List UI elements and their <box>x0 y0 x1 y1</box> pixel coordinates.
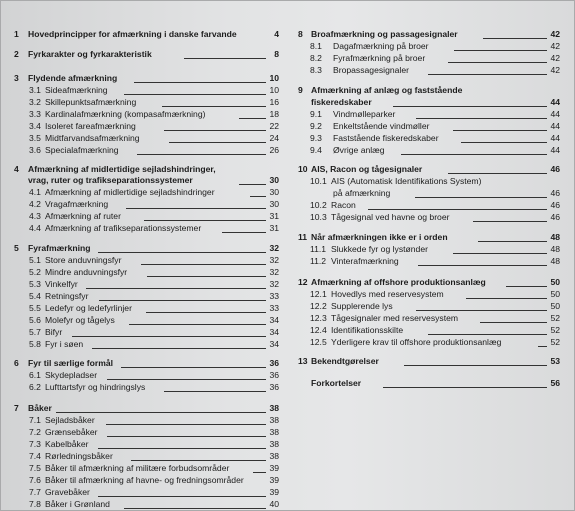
toc-subsection-entry <box>14 84 279 96</box>
toc-entry-number: 10.1 <box>310 176 327 186</box>
toc-subsection-entry <box>14 498 279 510</box>
toc-page-number: 31 <box>269 223 279 233</box>
toc-page-number: 38 <box>269 415 279 425</box>
toc-subsection-entry <box>14 96 279 108</box>
toc-section-heading <box>298 355 560 367</box>
toc-leader-line <box>164 391 266 392</box>
toc-entry-title: Yderligere krav til offshore produktionsanlæg <box>331 337 502 347</box>
toc-page-number: 10 <box>269 85 279 95</box>
toc-page-number: 4 <box>274 29 279 39</box>
toc-entry-number: 12.4 <box>310 325 327 335</box>
toc-entry-title: Kardinalafmærkning (kompasafmærkning) <box>45 109 206 119</box>
toc-subsection-entry <box>14 314 279 326</box>
toc-page-number: 36 <box>269 358 279 368</box>
toc-entry-title: Vinkelfyr <box>45 279 78 289</box>
toc-leader-line <box>454 50 547 51</box>
toc-leader-line <box>107 379 266 380</box>
toc-entry-title: Ledefyr og ledefyrlinjer <box>45 303 132 313</box>
toc-leader-line <box>106 424 266 425</box>
toc-leader-line <box>98 496 266 497</box>
toc-subsection-entry <box>14 474 279 486</box>
toc-leader-line <box>56 412 266 413</box>
toc-section-heading <box>298 28 560 40</box>
toc-entry-number: 13 <box>298 356 308 366</box>
toc-entry-title: Flydende afmærkning <box>28 73 118 83</box>
toc-subsection-entry <box>14 290 279 302</box>
toc-page-number: 50 <box>550 289 560 299</box>
toc-page-number: 30 <box>269 187 279 197</box>
toc-entry-number: 7.6 <box>29 475 41 485</box>
toc-leader-line <box>401 154 547 155</box>
toc-subsection-entry <box>14 108 279 120</box>
toc-entry-number: 9.1 <box>310 109 322 119</box>
toc-page-number: 36 <box>269 370 279 380</box>
toc-entry-number: 6 <box>14 358 19 368</box>
toc-leader-line <box>164 130 266 131</box>
toc-page-number: 46 <box>550 200 560 210</box>
toc-leader-line <box>147 276 266 277</box>
toc-entry-title: Isoleret fareafmærkning <box>45 121 136 131</box>
toc-page-number: 32 <box>269 243 279 253</box>
toc-leader-line <box>483 38 547 39</box>
toc-leader-line <box>428 74 547 75</box>
toc-section-heading <box>14 174 279 186</box>
toc-entry-title: Afmærkning af midlertidige sejladshindringer, <box>28 164 216 174</box>
toc-entry-title: Gravebåker <box>45 487 90 497</box>
toc-leader-line <box>466 298 547 299</box>
toc-page-number: 18 <box>269 109 279 119</box>
toc-entry-title: Afmærkning af ruter <box>45 211 121 221</box>
toc-entry-title: Bifyr <box>45 327 63 337</box>
toc-section-heading <box>14 72 279 84</box>
toc-entry-number: 12.2 <box>310 301 327 311</box>
toc-entry-title: AIS, Racon og tågesignaler <box>311 164 423 174</box>
toc-entry-title: Racon <box>331 200 356 210</box>
toc-page-number: 10 <box>269 73 279 83</box>
toc-page-number: 44 <box>550 133 560 143</box>
toc-entry-number: 5.3 <box>29 279 41 289</box>
toc-entry-title: Sejladsbåker <box>45 415 95 425</box>
toc-entry-number: 11.2 <box>310 256 327 266</box>
toc-leader-line <box>124 94 266 95</box>
toc-page-number: 26 <box>269 145 279 155</box>
toc-entry-number: 10.2 <box>310 200 327 210</box>
toc-entry-title: Vragafmærkning <box>45 199 109 209</box>
toc-leader-line <box>72 336 266 337</box>
toc-entry-number: 6.2 <box>29 382 41 392</box>
toc-leader-line <box>478 241 547 242</box>
toc-page-number: 42 <box>550 41 560 51</box>
toc-entry-title: Supplerende lys <box>331 301 393 311</box>
toc-subsection-entry <box>298 243 560 255</box>
toc-entry-title: Båker til afmærkning af havne- og fredningsområder <box>45 475 244 485</box>
toc-leader-line <box>368 209 547 210</box>
toc-entry-number: 9 <box>298 85 303 95</box>
toc-subsection-entry <box>298 324 560 336</box>
toc-entry-number: 7.8 <box>29 499 41 509</box>
toc-subsection-entry <box>298 300 560 312</box>
toc-entry-title: Hovedprincipper for afmærkning i danske farvande <box>28 29 237 39</box>
toc-leader-line <box>131 460 266 461</box>
toc-entry-title: Tågesignal ved havne og broer <box>331 212 450 222</box>
toc-leader-line <box>418 265 547 266</box>
toc-subsection-entry <box>298 312 560 324</box>
toc-entry-number: 8.1 <box>310 41 322 51</box>
toc-leader-line <box>416 310 547 311</box>
toc-page-number: 39 <box>269 463 279 473</box>
toc-entry-number: 3.6 <box>29 145 41 155</box>
toc-page-number: 42 <box>550 65 560 75</box>
toc-page-number: 38 <box>269 403 279 413</box>
toc-entry-title: Afmærkning af offshore produktionsanlæg <box>311 277 486 287</box>
toc-subsection-entry <box>14 222 279 234</box>
toc-page-number: 33 <box>269 303 279 313</box>
toc-entry-title: Retningsfyr <box>45 291 89 301</box>
toc-entry-title: Rørledningsbåker <box>45 451 113 461</box>
toc-page-number: 52 <box>550 337 560 347</box>
toc-page-number: 34 <box>269 327 279 337</box>
toc-leader-line <box>169 142 266 143</box>
toc-leader-line <box>144 220 266 221</box>
toc-section-heading <box>14 402 279 414</box>
toc-page-number: 32 <box>269 255 279 265</box>
toc-leader-line <box>146 312 266 313</box>
toc-subsection-entry <box>14 450 279 462</box>
toc-entry-number: 11.1 <box>310 244 327 254</box>
toc-leader-line <box>480 322 547 323</box>
toc-subsection-entry <box>14 254 279 266</box>
toc-subsection-entry <box>14 486 279 498</box>
toc-page-number: 44 <box>550 121 560 131</box>
toc-entry-number: 12.1 <box>310 289 327 299</box>
toc-page-number: 48 <box>550 256 560 266</box>
toc-section-heading <box>298 377 560 389</box>
toc-page-number: 46 <box>550 188 560 198</box>
toc-leader-line <box>448 173 547 174</box>
toc-page-number: 34 <box>269 315 279 325</box>
toc-entry-number: 5.1 <box>29 255 41 265</box>
toc-leader-line <box>393 106 547 107</box>
toc-entry-title: Fyrkarakter og fyrkarakteristik <box>28 49 152 59</box>
toc-entry-title: fiskeredskaber <box>311 97 372 107</box>
toc-leader-line <box>404 365 547 366</box>
toc-entry-title: Fyrafmærkning på broer <box>333 53 426 63</box>
toc-subsection-entry <box>298 40 560 52</box>
toc-subsection-entry <box>14 326 279 338</box>
toc-entry-title: Tågesignaler med reservesystem <box>331 313 459 323</box>
toc-entry-title: Fyr i søen <box>45 339 84 349</box>
toc-entry-number: 9.4 <box>310 145 322 155</box>
toc-subsection-entry <box>14 426 279 438</box>
toc-entry-number: 3.4 <box>29 121 41 131</box>
toc-subsection-entry <box>298 132 560 144</box>
toc-entry-number: 5.7 <box>29 327 41 337</box>
toc-section-heading <box>298 276 560 288</box>
toc-subsection-entry <box>298 108 560 120</box>
toc-page-number: 36 <box>269 382 279 392</box>
toc-page-number: 56 <box>550 378 560 388</box>
toc-page-number: 48 <box>550 244 560 254</box>
toc-subsection-entry <box>298 144 560 156</box>
toc-subsection-entry <box>14 186 279 198</box>
toc-entry-number: 5.4 <box>29 291 41 301</box>
toc-subsection-entry <box>298 211 560 223</box>
toc-leader-line <box>137 154 266 155</box>
toc-entry-title: Enkeltstående vindmøller <box>333 121 430 131</box>
toc-page-number: 33 <box>269 291 279 301</box>
toc-entry-title: Kabelbåker <box>45 439 89 449</box>
toc-entry-title: Molefyr og tågelys <box>45 315 115 325</box>
toc-section-heading <box>14 28 279 40</box>
toc-entry-number: 7.3 <box>29 439 41 449</box>
toc-leader-line <box>416 118 547 119</box>
toc-entry-number: 7.2 <box>29 427 41 437</box>
toc-leader-line <box>506 286 547 287</box>
toc-entry-title: Sideafmærkning <box>45 85 108 95</box>
toc-entry-title: Afmærkning af anlæg og faststående <box>311 85 463 95</box>
toc-page-number: 44 <box>550 97 560 107</box>
toc-leader-line <box>383 387 547 388</box>
toc-page-number: 48 <box>550 232 560 242</box>
toc-leader-line <box>162 106 266 107</box>
toc-entry-title: Fyrafmærkning <box>28 243 91 253</box>
toc-page-number: 40 <box>269 499 279 509</box>
toc-subsection-entry <box>14 266 279 278</box>
toc-entry-number: 4.4 <box>29 223 41 233</box>
toc-page-number: 30 <box>269 175 279 185</box>
toc-page-number: 52 <box>550 325 560 335</box>
toc-entry-number: 2 <box>14 49 19 59</box>
toc-page-number: 52 <box>550 313 560 323</box>
toc-entry-number: 5 <box>14 243 19 253</box>
toc-leader-line <box>453 253 547 254</box>
toc-leader-line <box>473 221 547 222</box>
toc-subsection-entry <box>298 288 560 300</box>
toc-entry-title: AIS (Automatisk Identifikations System) <box>331 176 482 186</box>
toc-page-number: 39 <box>269 475 279 485</box>
toc-leader-line <box>129 324 266 325</box>
toc-leader-line <box>124 508 266 509</box>
toc-page-number: 32 <box>269 279 279 289</box>
toc-entry-title: Store anduvningsfyr <box>45 255 122 265</box>
toc-section-heading <box>298 84 560 96</box>
toc-page-number: 24 <box>269 133 279 143</box>
toc-leader-line <box>428 334 547 335</box>
toc-leader-line <box>126 208 266 209</box>
toc-page-number: 53 <box>550 356 560 366</box>
toc-leader-line <box>141 264 266 265</box>
toc-page-number: 44 <box>550 145 560 155</box>
toc-subsection-entry <box>14 338 279 350</box>
toc-entry-title: Bropassagesignaler <box>333 65 409 75</box>
toc-subsection-entry <box>298 199 560 211</box>
toc-subsection-entry <box>14 369 279 381</box>
toc-entry-number: 4 <box>14 164 19 174</box>
toc-section-heading <box>14 357 279 369</box>
toc-entry-title: Forkortelser <box>311 378 362 388</box>
toc-entry-title: Hovedlys med reservesystem <box>331 289 444 299</box>
toc-entry-number: 7.1 <box>29 415 41 425</box>
toc-page-number: 39 <box>269 487 279 497</box>
toc-entry-number: 10 <box>298 164 308 174</box>
toc-entry-number: 3.1 <box>29 85 41 95</box>
toc-entry-title: Båker i Grønland <box>45 499 110 509</box>
toc-entry-number: 4.1 <box>29 187 41 197</box>
toc-page-number: 42 <box>550 29 560 39</box>
toc-section-heading <box>298 96 560 108</box>
toc-leader-line <box>253 472 266 473</box>
toc-section-heading <box>14 242 279 254</box>
toc-page-number: 44 <box>550 109 560 119</box>
toc-leader-line <box>538 346 547 347</box>
toc-entry-number: 12 <box>298 277 308 287</box>
toc-entry-title: Vinterafmærkning <box>331 256 399 266</box>
toc-entry-number: 9.2 <box>310 121 322 131</box>
toc-entry-number: 8 <box>298 29 303 39</box>
toc-entry-number: 8.2 <box>310 53 322 63</box>
toc-leader-line <box>461 142 547 143</box>
toc-entry-title: Mindre anduvningsfyr <box>45 267 128 277</box>
toc-entry-title: vrag, ruter og trafikseparationssystemer <box>28 175 193 185</box>
toc-leader-line <box>250 196 266 197</box>
toc-page-number: 30 <box>269 199 279 209</box>
toc-entry-number: 5.2 <box>29 267 41 277</box>
toc-subsection-entry <box>14 381 279 393</box>
toc-subsection-entry <box>298 255 560 267</box>
toc-page-number: 46 <box>550 164 560 174</box>
toc-leader-line <box>239 118 266 119</box>
toc-entry-title: på afmærkning <box>333 188 391 198</box>
toc-entry-number: 11 <box>298 232 308 242</box>
toc-entry-title: Båker til afmærkning af militære forbudsområder <box>45 463 230 473</box>
toc-entry-number: 5.5 <box>29 303 41 313</box>
toc-entry-number: 1 <box>14 29 19 39</box>
toc-subsection-entry <box>14 144 279 156</box>
toc-leader-line <box>134 82 266 83</box>
toc-leader-line <box>184 58 266 59</box>
toc-entry-title: Slukkede fyr og lystønder <box>331 244 428 254</box>
toc-entry-number: 3 <box>14 73 19 83</box>
toc-entry-number: 10.3 <box>310 212 327 222</box>
toc-subsection-entry <box>298 52 560 64</box>
toc-subsection-entry <box>14 132 279 144</box>
toc-page-number: 50 <box>550 301 560 311</box>
toc-entry-title: Grænsebåker <box>45 427 98 437</box>
toc-leader-line <box>98 252 266 253</box>
toc-entry-number: 9.3 <box>310 133 322 143</box>
toc-subsection-entry <box>14 414 279 426</box>
toc-entry-number: 12.5 <box>310 337 327 347</box>
toc-entry-title: Skydepladser <box>45 370 98 380</box>
toc-entry-title: Dagafmærkning på broer <box>333 41 429 51</box>
toc-leader-line <box>239 184 266 185</box>
toc-page-number: 34 <box>269 339 279 349</box>
toc-entry-number: 8.3 <box>310 65 322 75</box>
toc-entry-title: Afmærkning af midlertidige sejladshindringer <box>45 187 215 197</box>
toc-leader-line <box>415 197 547 198</box>
toc-entry-title: Øvrige anlæg <box>333 145 385 155</box>
toc-entry-title: Båker <box>28 403 52 413</box>
toc-page-number: 31 <box>269 211 279 221</box>
toc-entry-title: Broafmærkning og passagesignaler <box>311 29 458 39</box>
toc-leader-line <box>92 348 266 349</box>
toc-entry-title: Identifikationsskilte <box>331 325 404 335</box>
toc-entry-title: Midtfarvandsafmærkning <box>45 133 140 143</box>
toc-entry-title: Vindmølleparker <box>333 109 396 119</box>
toc-subsection-entry <box>298 336 560 348</box>
toc-section-heading <box>298 163 560 175</box>
toc-page-number: 50 <box>550 277 560 287</box>
toc-leader-line <box>86 288 266 289</box>
toc-subsection-entry <box>14 278 279 290</box>
toc-entry-number: 7.7 <box>29 487 41 497</box>
toc-entry-title: Skillepunktsafmærkning <box>45 97 137 107</box>
toc-page-number: 38 <box>269 427 279 437</box>
toc-entry-number: 12.3 <box>310 313 327 323</box>
toc-leader-line <box>222 232 266 233</box>
toc-entry-number: 3.2 <box>29 97 41 107</box>
toc-page-number: 16 <box>269 97 279 107</box>
toc-subsection-entry <box>14 302 279 314</box>
toc-entry-number: 5.8 <box>29 339 41 349</box>
toc-subsection-entry <box>298 120 560 132</box>
toc-entry-number: 4.3 <box>29 211 41 221</box>
toc-entry-title: Lufttartsfyr og hindringslys <box>45 382 146 392</box>
toc-entry-number: 3.5 <box>29 133 41 143</box>
toc-entry-title: Når afmærkningen ikke er i orden <box>311 232 448 242</box>
toc-leader-line <box>121 367 266 368</box>
toc-leader-line <box>98 448 266 449</box>
toc-entry-title: Faststående fiskeredskaber <box>333 133 439 143</box>
toc-entry-number: 5.6 <box>29 315 41 325</box>
toc-page-number: 38 <box>269 439 279 449</box>
toc-entry-number: 7 <box>14 403 19 413</box>
toc-entry-title: Bekendtgørelser <box>311 356 379 366</box>
toc-entry-number: 4.2 <box>29 199 41 209</box>
toc-entry-number: 6.1 <box>29 370 41 380</box>
toc-leader-line <box>448 62 547 63</box>
toc-subsection-entry <box>14 438 279 450</box>
toc-entry-title: Fyr til særlige formål <box>28 358 114 368</box>
toc-leader-line <box>453 130 547 131</box>
toc-section-heading <box>14 48 279 60</box>
toc-section-heading <box>298 231 560 243</box>
toc-entry-title: Specialafmærkning <box>45 145 119 155</box>
toc-leader-line <box>107 436 266 437</box>
toc-entry-number: 3.3 <box>29 109 41 119</box>
toc-subsection-entry <box>14 198 279 210</box>
toc-subsection-entry <box>14 210 279 222</box>
toc-entry-number: 7.4 <box>29 451 41 461</box>
toc-subsection-entry <box>298 187 560 199</box>
toc-page-number: 38 <box>269 451 279 461</box>
toc-subsection-entry <box>14 120 279 132</box>
toc-page-number: 46 <box>550 212 560 222</box>
toc-page-number: 32 <box>269 267 279 277</box>
toc-subsection-entry <box>298 64 560 76</box>
toc-entry-title: Afmærkning af trafikseparationssystemer <box>45 223 202 233</box>
toc-subsection-entry <box>14 462 279 474</box>
toc-leader-line <box>99 300 266 301</box>
toc-page-number: 8 <box>274 49 279 59</box>
toc-page-number: 22 <box>269 121 279 131</box>
toc-subsection-entry <box>298 175 560 187</box>
toc-entry-number: 7.5 <box>29 463 41 473</box>
toc-page-number: 42 <box>550 53 560 63</box>
